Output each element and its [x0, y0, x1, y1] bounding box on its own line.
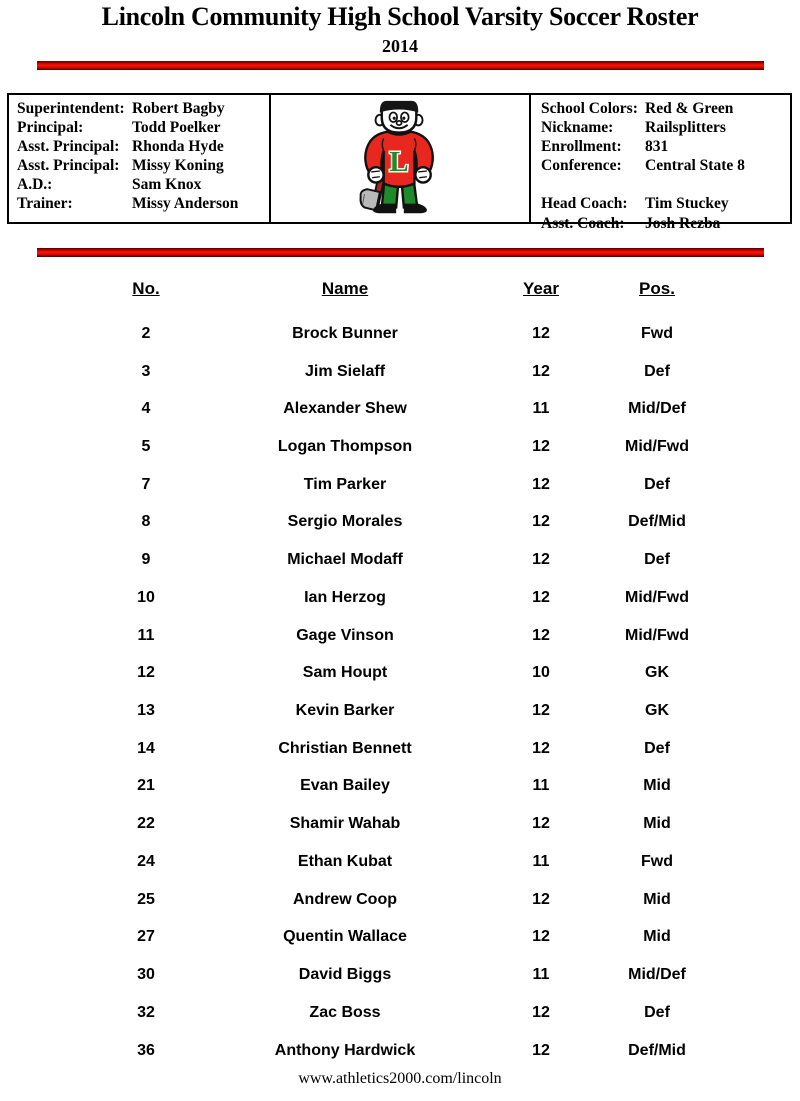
school-info-label: Asst. Coach:	[541, 214, 625, 232]
player-pos: Def	[644, 362, 670, 380]
player-name: Andrew Coop	[293, 890, 397, 908]
player-pos: Mid	[643, 890, 671, 908]
table-row	[96, 805, 726, 843]
table-row	[96, 768, 726, 806]
player-no: 14	[137, 739, 155, 757]
player-name: Tim Parker	[303, 475, 387, 493]
school-info-line	[541, 175, 790, 194]
player-year: 12	[532, 438, 550, 456]
player-pos: Def/Mid	[628, 1041, 686, 1059]
svg-text:L: L	[389, 145, 409, 178]
school-info-value: Red & Green	[645, 100, 734, 117]
page-year: 2014	[382, 36, 418, 56]
school-info-value	[645, 175, 790, 194]
player-year: 11	[532, 400, 550, 418]
player-no: 8	[141, 513, 151, 531]
player-pos: Def/Mid	[628, 513, 686, 531]
player-name: David Biggs	[298, 966, 392, 984]
player-year: 12	[532, 702, 550, 720]
player-name: Zac Boss	[309, 1003, 381, 1021]
mascot-cell	[271, 95, 529, 222]
staff-info-label: Superintendent:	[17, 100, 125, 117]
player-name: Michael Modaff	[287, 551, 403, 569]
school-info-line	[541, 137, 790, 156]
table-row	[96, 504, 726, 542]
player-year: 12	[532, 626, 550, 644]
staff-info-line	[17, 156, 269, 175]
player-year: 12	[532, 362, 550, 380]
school-info-value: Central State 8	[645, 157, 745, 175]
player-year: 11	[532, 852, 550, 870]
school-info-label: Enrollment:	[541, 138, 622, 156]
railsplitter-mascot-logo	[352, 99, 448, 219]
school-info-label: Nickname:	[541, 119, 614, 137]
staff-info-label: Trainer:	[17, 195, 73, 213]
staff-info-line	[17, 137, 269, 156]
school-info-value: 831	[645, 138, 669, 156]
player-pos: Mid	[643, 815, 671, 833]
roster-col-header-no: No.	[132, 279, 160, 298]
roster-col-header-name: Name	[321, 279, 369, 298]
staff-info-line	[17, 118, 269, 137]
player-name: Quentin Wallace	[283, 928, 407, 946]
table-row	[96, 843, 726, 881]
player-year: 12	[532, 588, 550, 606]
school-info-label: Head Coach:	[541, 195, 628, 213]
roster-header-row	[96, 279, 726, 299]
player-pos: Def	[644, 1003, 670, 1021]
player-name: Evan Bailey	[300, 777, 390, 795]
player-no: 5	[141, 438, 151, 456]
player-pos: Mid/Fwd	[625, 588, 689, 606]
table-row	[96, 956, 726, 994]
player-pos: Def	[644, 475, 670, 493]
player-year: 12	[532, 1003, 550, 1021]
player-no: 21	[137, 777, 155, 795]
player-no: 9	[141, 551, 151, 569]
school-info-label	[541, 175, 645, 194]
school-info-label: Conference:	[541, 157, 622, 175]
staff-info-value: Robert Bagby	[132, 100, 225, 117]
player-no: 24	[137, 852, 155, 870]
player-name: Ethan Kubat	[297, 852, 393, 870]
table-row	[96, 881, 726, 919]
table-row	[96, 730, 726, 768]
player-name: Sam Houpt	[302, 664, 388, 682]
table-row	[96, 353, 726, 391]
player-name: Sergio Morales	[287, 513, 403, 531]
player-pos: GK	[645, 702, 669, 720]
staff-info-value: Missy Anderson	[132, 195, 239, 213]
player-year: 11	[532, 777, 550, 795]
staff-info-value: Rhonda Hyde	[132, 138, 224, 156]
player-name: Christian Bennett	[278, 739, 412, 757]
player-pos: Mid/Def	[628, 966, 686, 984]
table-row	[96, 654, 726, 692]
player-no: 36	[137, 1041, 155, 1059]
school-info-value: Tim Stuckey	[645, 195, 729, 213]
player-no: 13	[137, 702, 155, 720]
table-row	[96, 919, 726, 957]
player-pos: Def	[644, 551, 670, 569]
player-pos: Mid/Fwd	[625, 438, 689, 456]
table-row	[96, 994, 726, 1032]
player-no: 10	[137, 588, 155, 606]
player-name: Shamir Wahab	[289, 815, 401, 833]
player-year: 11	[532, 966, 550, 984]
staff-info-label: A.D.:	[17, 176, 53, 194]
player-name: Brock Bunner	[292, 324, 398, 342]
player-name: Anthony Hardwick	[274, 1041, 416, 1059]
player-pos: Mid/Fwd	[625, 626, 689, 644]
player-no: 30	[137, 966, 155, 984]
player-year: 12	[532, 551, 550, 569]
player-no: 25	[137, 890, 155, 908]
roster-col-header-pos: Pos.	[639, 279, 675, 298]
player-no: 12	[137, 664, 155, 682]
player-year: 12	[532, 815, 550, 833]
school-info-line	[541, 118, 790, 137]
player-no: 11	[137, 626, 155, 644]
player-name: Alexander Shew	[283, 400, 407, 418]
table-row	[96, 315, 726, 353]
roster-table	[96, 315, 726, 1069]
roster-col-header-year: Year	[523, 279, 559, 298]
staff-info-value: Missy Koning	[132, 157, 224, 175]
player-no: 32	[137, 1003, 155, 1021]
player-year: 12	[532, 1041, 550, 1059]
player-no: 22	[137, 815, 155, 833]
table-row	[96, 390, 726, 428]
player-pos: Mid	[643, 928, 671, 946]
player-year: 12	[532, 890, 550, 908]
staff-info-label: Principal:	[17, 119, 84, 137]
player-no: 7	[141, 475, 151, 493]
player-name: Gage Vinson	[296, 626, 394, 644]
school-info-line	[541, 194, 790, 213]
school-info-line	[541, 214, 790, 233]
school-info-line	[541, 99, 790, 118]
player-year: 10	[532, 664, 550, 682]
player-year: 12	[532, 324, 550, 342]
divider-bar-bottom	[37, 248, 764, 257]
school-info-line	[541, 156, 790, 175]
table-row	[96, 692, 726, 730]
school-info-label: School Colors:	[541, 100, 638, 117]
player-pos: Def	[644, 739, 670, 757]
table-row	[96, 617, 726, 655]
player-year: 12	[532, 928, 550, 946]
player-no: 27	[137, 928, 155, 946]
staff-info-label: Asst. Principal:	[17, 138, 120, 156]
player-year: 12	[532, 739, 550, 757]
table-row	[96, 428, 726, 466]
staff-info-value: Todd Poelker	[132, 119, 221, 137]
player-pos: Mid/Def	[628, 400, 686, 418]
table-row	[96, 1032, 726, 1070]
player-pos: Fwd	[641, 324, 673, 342]
player-no: 3	[141, 362, 151, 380]
player-pos: Mid	[643, 777, 671, 795]
staff-info-line	[17, 99, 269, 118]
staff-info-line	[17, 194, 269, 213]
player-name: Jim Sielaff	[304, 362, 386, 380]
table-row	[96, 579, 726, 617]
player-no: 4	[141, 400, 151, 418]
footer-url: www.athletics2000.com/lincoln	[298, 1070, 502, 1087]
school-info-value: Josh Rezba	[645, 214, 721, 232]
player-name: Ian Herzog	[304, 588, 386, 606]
school-info-box	[529, 95, 790, 232]
player-year: 12	[532, 513, 550, 531]
player-name: Kevin Barker	[295, 702, 395, 720]
player-name: Logan Thompson	[277, 438, 413, 456]
page-title: Lincoln Community High School Varsity Soccer Roster	[101, 2, 699, 31]
school-info-panel	[7, 93, 792, 232]
player-pos: GK	[645, 664, 669, 682]
table-row	[96, 541, 726, 579]
staff-info-line	[17, 175, 269, 194]
staff-info-value: Sam Knox	[132, 176, 202, 194]
staff-info-label: Asst. Principal:	[17, 157, 120, 175]
player-year: 12	[532, 475, 550, 493]
staff-info-box	[9, 95, 271, 222]
divider-bar-top	[37, 61, 764, 70]
player-pos: Fwd	[641, 852, 673, 870]
school-info-value: Railsplitters	[645, 119, 726, 137]
player-no: 2	[141, 324, 151, 342]
table-row	[96, 466, 726, 504]
